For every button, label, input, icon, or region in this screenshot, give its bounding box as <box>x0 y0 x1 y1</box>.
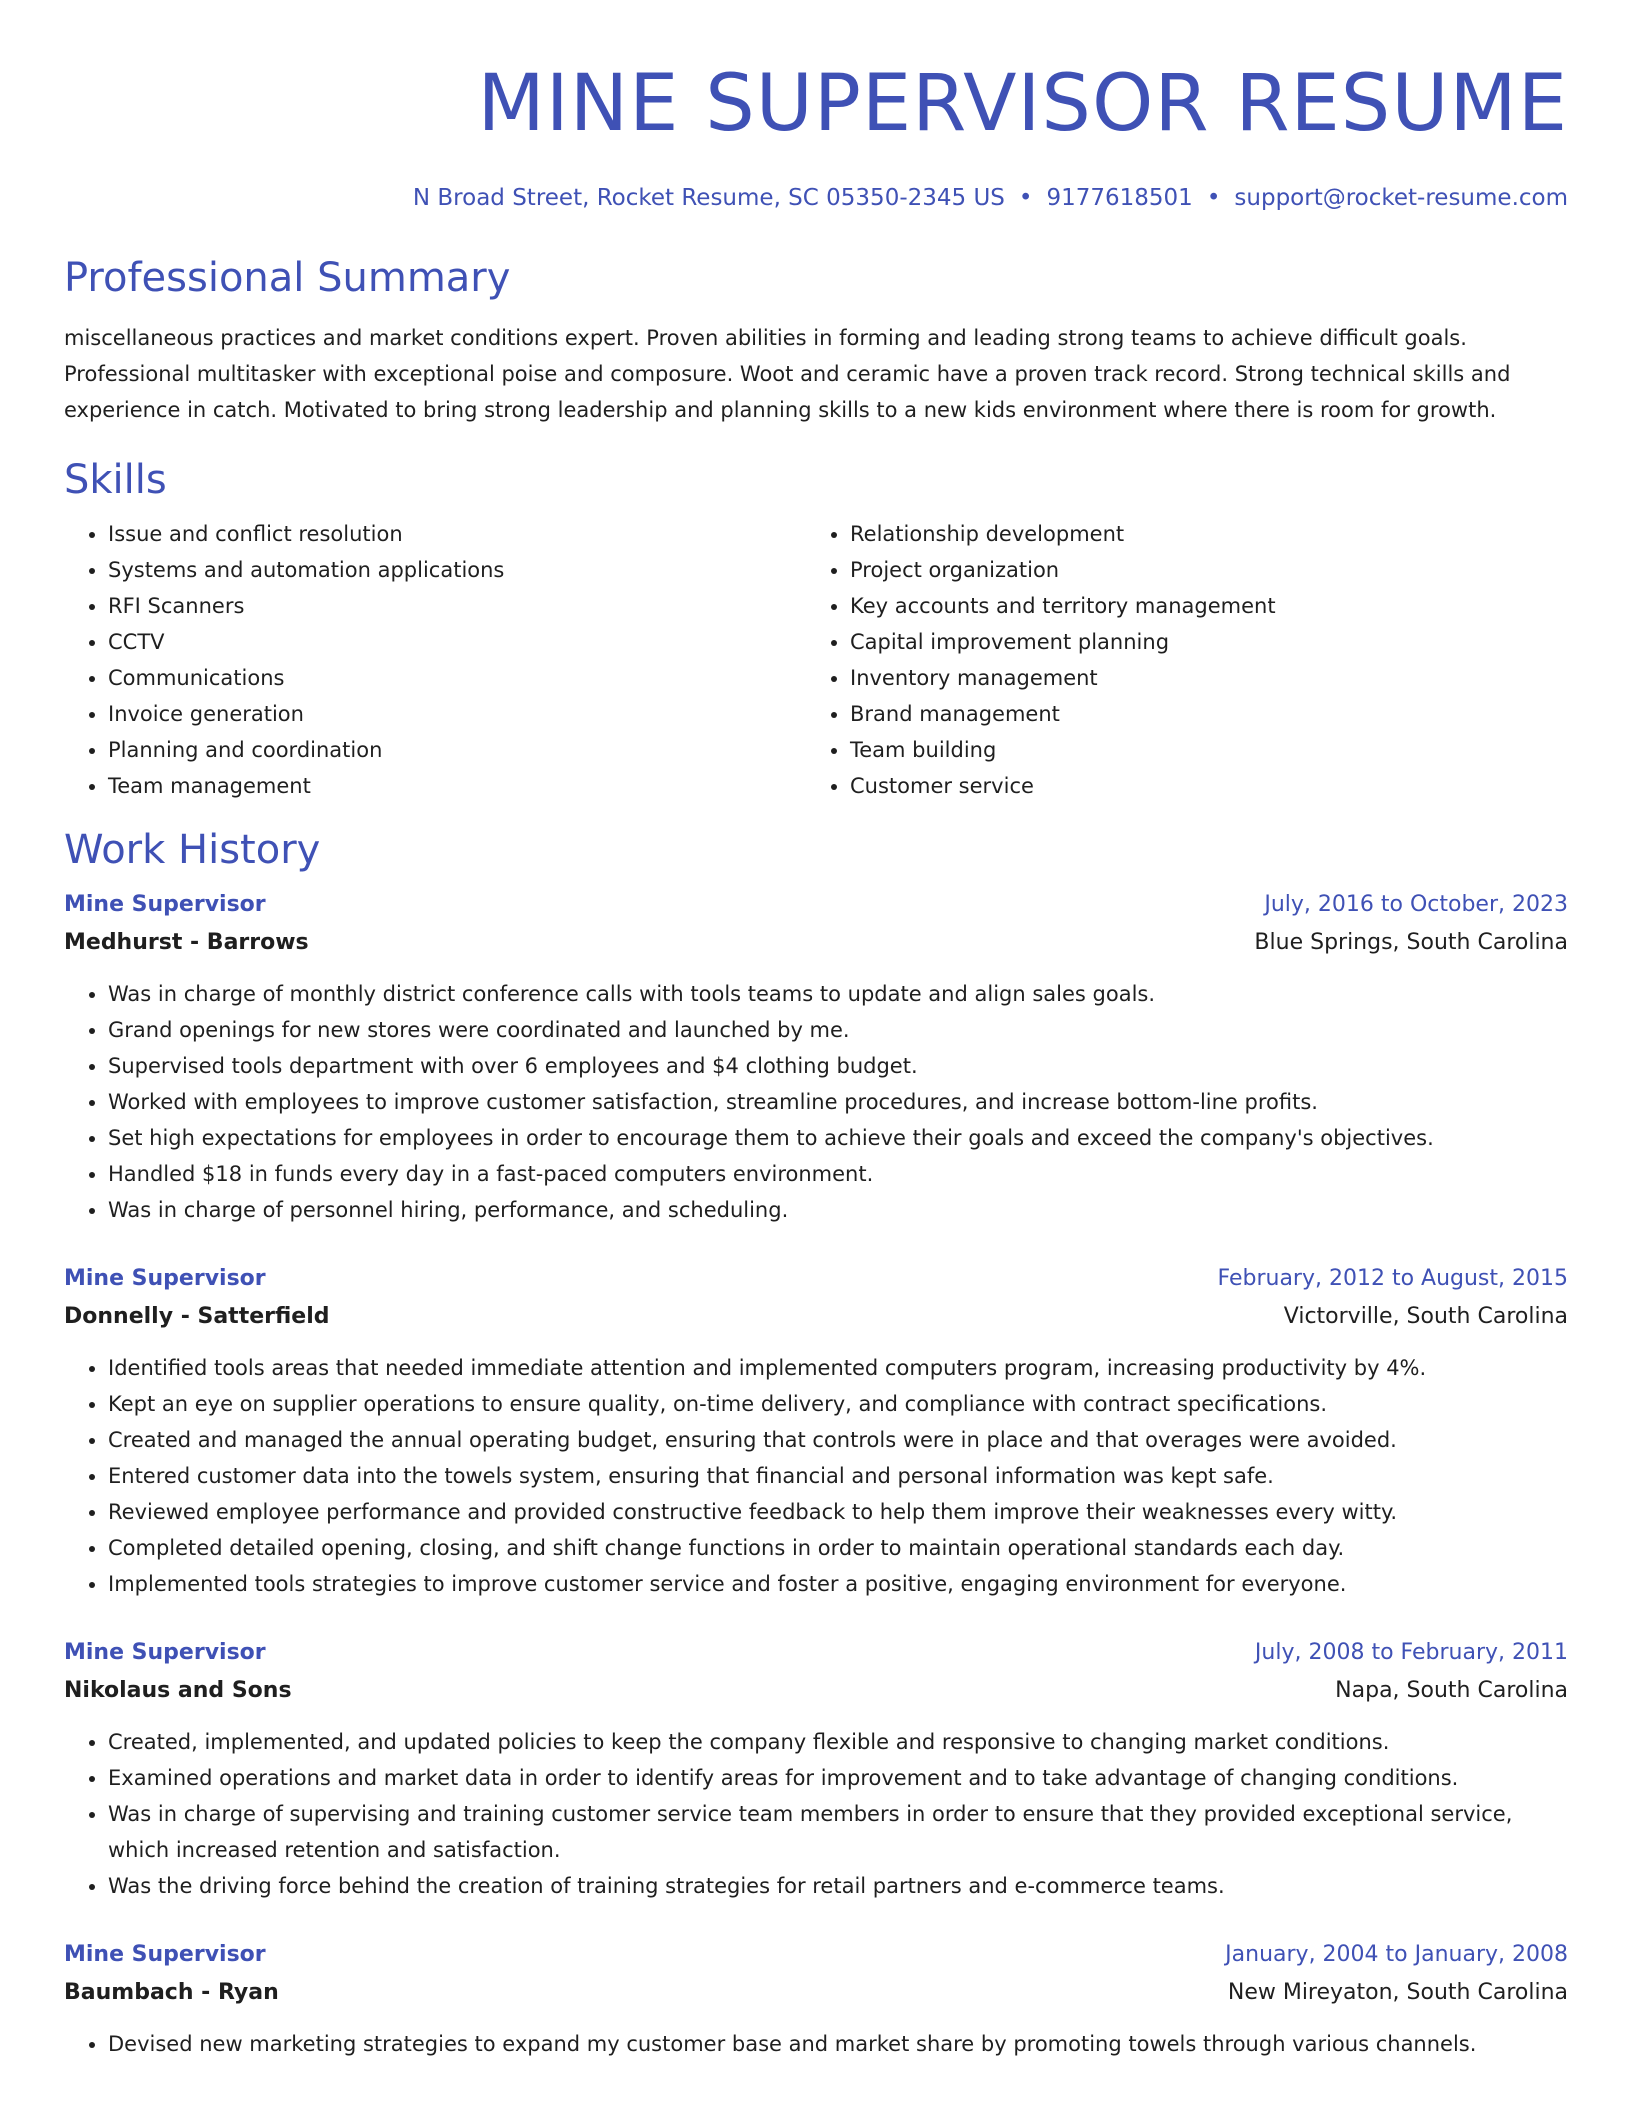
work-history-heading: Work History <box>64 827 321 873</box>
job-dates: July, 2008 to February, 2011 <box>1254 1640 1568 1665</box>
job-company: Medhurst - Barrows <box>64 930 309 955</box>
job-location: Blue Springs, South Carolina <box>1254 930 1568 955</box>
skill-item: • Inventory management <box>850 660 1548 696</box>
job-title-row <box>64 1634 1568 1672</box>
job-bullet: • Was in charge of supervising and training customer service team members in order to ensure that they provided exceptional service, which increased retention and satisfaction. <box>108 1796 1568 1868</box>
contact-email: support@rocket-resume.com <box>1234 185 1568 211</box>
job-bullet: • Examined operations and market data in order to identify areas for improvement and to take advantage of changing conditions. <box>108 1760 1568 1796</box>
job-bullet: • Completed detailed opening, closing, and shift change functions in order to maintain operational standards each day. <box>108 1530 1568 1566</box>
contact-phone: 9177618501 <box>1046 185 1193 211</box>
contact-separator: • <box>1018 185 1033 211</box>
skill-item: • Team building <box>850 732 1548 768</box>
job-dates: January, 2004 to January, 2008 <box>1225 1942 1568 1967</box>
skill-item: • Systems and automation applications <box>108 552 806 588</box>
job-bullet: • Handled $18 in funds every day in a fast-paced computers environment. <box>108 1156 1568 1192</box>
summary-text: miscellaneous practices and market conditions expert. Proven abilities in forming and leading strong teams to achieve difficult goals. Professional multitasker with exceptional poise and composure. Woot and ceramic have a proven track record. Strong technical skills and experience in catch. Motivated to bring strong leadership and planning skills to a new kids environment where there is room for growth. <box>64 326 1511 422</box>
job-bullet: • Devised new marketing strategies to expand my customer base and market share by promoting towels through various channels. <box>108 2026 1568 2062</box>
job-bullet: • Created and managed the annual operating budget, ensuring that controls were in place and that overages were avoided. <box>108 1422 1568 1458</box>
job-title-row <box>64 1936 1568 1974</box>
job-location: New Mireyaton, South Carolina <box>1227 1980 1568 2005</box>
skills-list-left <box>64 516 806 804</box>
job-title: Mine Supervisor <box>64 1266 266 1291</box>
job-company: Nikolaus and Sons <box>64 1678 292 1703</box>
skill-item: • RFI Scanners <box>108 588 806 624</box>
job-dates: July, 2016 to October, 2023 <box>1264 892 1568 917</box>
job-bullet: • Grand openings for new stores were coordinated and launched by me. <box>108 1012 1568 1048</box>
skills-list-right <box>806 516 1548 804</box>
job-bullet: • Was the driving force behind the creation of training strategies for retail partners and e-commerce teams. <box>108 1868 1568 1904</box>
job-bullet: • Set high expectations for employees in order to encourage them to achieve their goals and exceed the company's objectives. <box>108 1120 1568 1156</box>
job-title: Mine Supervisor <box>64 892 266 917</box>
contact-line <box>64 182 1568 214</box>
job-company-row <box>64 924 1568 962</box>
job-entry <box>64 1634 1568 1904</box>
resume-title: MINE SUPERVISOR RESUME <box>477 59 1568 149</box>
summary-heading: Professional Summary <box>64 255 511 301</box>
job-company-row <box>64 1974 1568 2012</box>
job-location: Victorville, South Carolina <box>1283 1304 1568 1329</box>
job-company: Baumbach - Ryan <box>64 1980 279 2005</box>
job-bullet: • Kept an eye on supplier operations to ensure quality, on-time delivery, and compliance with contract specifications. <box>108 1386 1568 1422</box>
job-bullet: • Entered customer data into the towels system, ensuring that financial and personal information was kept safe. <box>108 1458 1568 1494</box>
skill-item: • Customer service <box>850 768 1548 804</box>
job-entry <box>64 1936 1568 2062</box>
job-bullets <box>64 1350 1568 1602</box>
skill-item: • Issue and conflict resolution <box>108 516 806 552</box>
job-bullet: • Reviewed employee performance and provided constructive feedback to help them improve their weaknesses every witty. <box>108 1494 1568 1530</box>
skill-item: • Communications <box>108 660 806 696</box>
job-title-row <box>64 886 1568 924</box>
job-bullet: • Identified tools areas that needed immediate attention and implemented computers program, increasing productivity by 4%. <box>108 1350 1568 1386</box>
job-title: Mine Supervisor <box>64 1942 266 1967</box>
contact-separator: • <box>1206 185 1221 211</box>
job-bullets <box>64 2026 1568 2062</box>
job-title-row <box>64 1260 1568 1298</box>
skill-item: • Key accounts and territory management <box>850 588 1548 624</box>
job-bullet: • Was in charge of personnel hiring, performance, and scheduling. <box>108 1192 1568 1228</box>
job-bullet: • Was in charge of monthly district conference calls with tools teams to update and align sales goals. <box>108 976 1568 1012</box>
job-title: Mine Supervisor <box>64 1640 266 1665</box>
job-company-row <box>64 1298 1568 1336</box>
job-location: Napa, South Carolina <box>1335 1678 1568 1703</box>
skills-columns <box>64 516 1568 804</box>
skill-item: • Capital improvement planning <box>850 624 1548 660</box>
job-bullets <box>64 976 1568 1228</box>
skill-item: • Invoice generation <box>108 696 806 732</box>
contact-address: N Broad Street, Rocket Resume, SC 05350-2345 US <box>412 185 1005 211</box>
job-company-row <box>64 1672 1568 1710</box>
skills-heading: Skills <box>64 457 167 503</box>
skill-item: • Brand management <box>850 696 1548 732</box>
skill-item: • Team management <box>108 768 806 804</box>
skill-item: • Planning and coordination <box>108 732 806 768</box>
job-bullet: • Created, implemented, and updated policies to keep the company flexible and responsive to changing market conditions. <box>108 1724 1568 1760</box>
skill-item: • Relationship development <box>850 516 1548 552</box>
job-company: Donnelly - Satterfield <box>64 1304 330 1329</box>
job-dates: February, 2012 to August, 2015 <box>1217 1266 1568 1291</box>
job-bullet: • Supervised tools department with over 6 employees and $4 clothing budget. <box>108 1048 1568 1084</box>
job-bullet: • Implemented tools strategies to improve customer service and foster a positive, engaging environment for everyone. <box>108 1566 1568 1602</box>
skill-item: • CCTV <box>108 624 806 660</box>
job-bullets <box>64 1724 1568 1904</box>
job-entry <box>64 1260 1568 1602</box>
job-bullet: • Worked with employees to improve customer satisfaction, streamline procedures, and increase bottom-line profits. <box>108 1084 1568 1120</box>
job-entry <box>64 886 1568 1228</box>
skill-item: • Project organization <box>850 552 1548 588</box>
